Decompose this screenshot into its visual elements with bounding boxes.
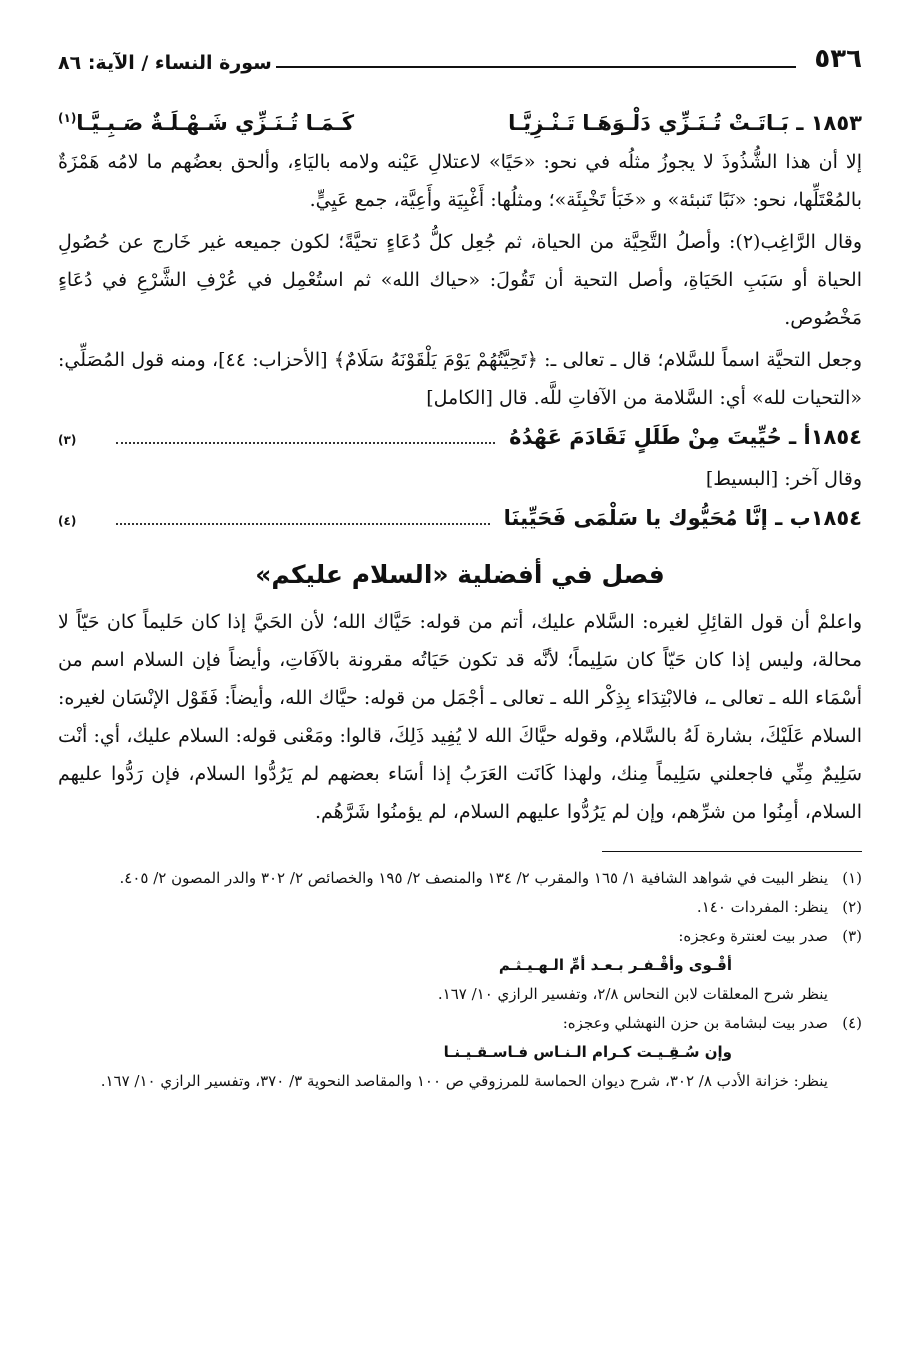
footnote-3-reference: ينظر شرح المعلقات لابن النحاس ٢/٨، وتفسير الرازي ١٠/ ١٦٧. (437, 985, 828, 1003)
footnote-text: صدر بيت لعنترة وعجزه: (678, 927, 828, 945)
verse-1854b-text: ١٨٥٤ب ـ إنَّا مُحَيُّوك يا سَلْمَى فَحَيِّينَا (503, 506, 862, 530)
footnote-number: (١) (842, 869, 862, 887)
page-number: ٥٣٦ (814, 44, 862, 74)
footnote-text: ينظر: المفردات ١٤٠. (696, 898, 828, 916)
footnote-3-verse: أقْـوى وأقْـفـر بـعـد أمِّ الـهـيـثـم (498, 956, 732, 974)
section-paragraph: واعلمْ أن قول القائِلِ لغيره: السَّلام عليك، أتم من قوله: حَيَّاك الله؛ لأن الحَيَّ إذا كان حَليماً كان حَيّاً لا محالة، وليس إذا كان حَيّاً كان سَلِيماً؛ لأنَّه قد تكون حَيَاتُه مقرونة بالآفَاتِ، وأيضاً فإن السلام اسم من أسْمَاء الله ـ تعالى ـ، فالابْتِدَاء بِذِكْر الله ـ تعالى ـ أجْمَل من قوله: حيَّاك الله، وأيضاً: فَقَوْل الإنْسَان لغيره: السلام عَلَيْكَ، بشارة لَهُ بالسَّلام، وقوله حيَّاكَ الله لا يُفِيد ذَلِكَ، قالوا: ومَعْنى قوله: السلام عليك، أي: أنْت سَلِيمٌ مِنِّي فاجعلني سَلِيماً مِنك، ولهذا كَانَت العَرَبُ إذا أسَاء بعضهم لم يَرُدُّوا السلام، فإن رَدُّوا عليهم السلام، أمِنُوا من شرِّهم، وإن لم يَرُدُّوا عليهم السلام، لم يؤمنُوا شَرَّهُم. (58, 611, 862, 823)
footnote-number: (٤) (842, 1014, 862, 1032)
footnote-number: (٣) (842, 927, 862, 945)
footnote-text: ينظر البيت في شواهد الشافية ١/ ١٦٥ والمقرب ٢/ ١٣٤ والمنصف ٢/ ١٩٥ والخصائص ٢/ ٣٠٢ والدر المصون ٢/ ٤٠٥. (119, 869, 828, 887)
verse-1854a (58, 417, 862, 460)
footnote-ref-1: (١) (58, 111, 77, 125)
footnote-ref-4: (٤) (58, 514, 77, 528)
verse-1853 (58, 98, 862, 143)
footnote-3 (58, 922, 862, 951)
surah-reference: سورة النساء / الآية: ٨٦ (58, 52, 272, 74)
verse-1853-first-hemistich: ١٨٥٣ ـ بَـاتَـتْ تُـنَـزِّي دَلْـوَهَـا تَـنْـزِيَّـا (508, 111, 862, 135)
dotted-line (116, 522, 489, 525)
verse-1854b (58, 498, 862, 541)
header-rule (276, 52, 797, 68)
paragraph-3: وجعل التحيَّة اسماً للسَّلام؛ قال ـ تعالى ـ: ﴿تَحِيَّتُهُمْ يَوْمَ يَلْقَوْنَهُ سَلَامٌ﴾ [الأحزاب: ٤٤]، ومنه قول المُصَلِّي: «التحيات لله» أي: السَّلامة من الآفاتِ للَّه. قال [الكامل] (58, 349, 863, 409)
footnote-2 (58, 893, 862, 922)
verse-1853-second-hemistich (58, 98, 354, 143)
footnote-separator (602, 851, 862, 852)
section-title: فصل في أفضلية «السلام عليكم» (255, 560, 665, 589)
footnote-4 (58, 1009, 862, 1038)
said-other-line: وقال آخر: [البسيط] (705, 468, 862, 490)
paragraph-2: وقال الرَّاغِب(٢): وأصلُ التَّحِيَّة من الحياة، ثم جُعِل كلُّ دُعَاءٍ تحيَّةً؛ لكون جميعه غير خَارج عن حُصُولِ الحياة أو سَبَبِ الحَيَاةِ، وأصل التحية أن تَقُولَ: «حياك الله» ثم استُعْمِل في عُرْفِ الشَّرْعِ في دُعَاءٍ مَخْصُوص. (58, 231, 862, 329)
footnotes (58, 864, 862, 1096)
dotted-line (116, 441, 495, 444)
footnote-ref-3: (٣) (58, 433, 77, 447)
verse-1853-second-text: كَـمَـا تُـنَـزِّي شَـهْـلَـةٌ صَـبِـيَّـا (76, 111, 355, 135)
footnote-4-reference: ينظر: خزانة الأدب ٨/ ٣٠٢، شرح ديوان الحماسة للمرزوقي ص ١٠٠ والمقاصد النحوية ٣/ ٣٧٠، وتفسير الرازي ١٠/ ١٦٧. (100, 1072, 828, 1090)
footnote-number: (٢) (842, 898, 862, 916)
page-header (58, 40, 862, 74)
footnote-1 (58, 864, 862, 893)
verse-1854a-text: ١٨٥٤أ ـ حُيِّيتَ مِنْ طَلَلٍ تَقَادَمَ عَهْدُهُ (509, 425, 862, 449)
footnote-4-verse: وإن سُـقِـيـت كـرام الـنـاس فـاسـقـيـنـا (443, 1043, 732, 1061)
footnote-text: صدر بيت لبشامة بن حزن النهشلي وعجزه: (562, 1014, 828, 1032)
paragraph-1: إلا أن هذا الشُّذُوذَ لا يجوزُ مثلُه في نحو: «حَيًا» لاعتلالِ عَيْنه ولامه باليَاءِ، وألحق بعضُهم ما لامُه هَمْزَةٌ بالمُعْتَلِّها، نحو: «نَبًا تَنبئة» و «خَبَأ تَخْبِئَة»؛ ومثلُها: أَغْبِيَة وأَعِيَّة، جمع عَيِيٍّ. (58, 151, 862, 211)
